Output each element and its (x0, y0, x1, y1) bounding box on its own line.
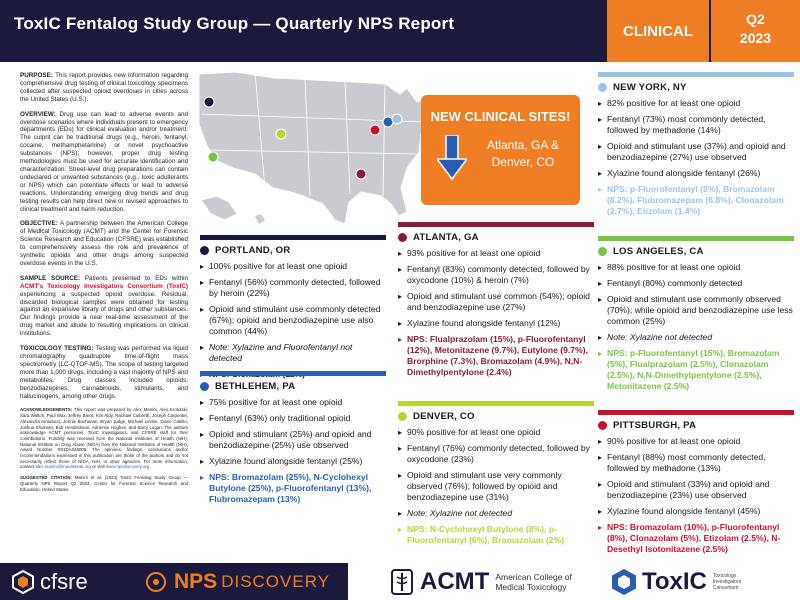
year-label: 2023 (739, 30, 772, 46)
findings-list (398, 427, 594, 546)
panel-denver (398, 401, 594, 551)
overview-paragraph (20, 111, 188, 214)
objective-label: OBJECTIVE: (20, 220, 58, 228)
new-sites-callout (421, 95, 580, 205)
city-heading (598, 241, 794, 262)
panel-atlanta (398, 222, 594, 383)
finding-item: ▸ Xylazine found alongside fentanyl (26%) (598, 168, 794, 179)
citation-text: Manini et al. (2023) ToxIC Fentalog Study Group — Quarterly NPS Report Q2 2023, Center for Forensic Science Research and Education, United States. (20, 475, 188, 492)
testing-text: Testing was performed via liquid chromatography quadrupole time-of-flight mass spectrometry (LC-QTOF-MS). The scope of testing targeted more than 1,000 drugs, including a vast majority of NPS and metabolites. Drug classes included opioids, benzodiazepines, cannabinoids, stimulants, and hallucinogens, among other drugs. (20, 345, 189, 400)
quarter-badge (711, 0, 800, 62)
city-name: PITTSBURGH, PA (613, 420, 697, 431)
toxic-consortium-link[interactable]: ACMT's Toxicology Investigators Consortium (ToxIC) (20, 282, 188, 290)
objective-paragraph (20, 220, 188, 267)
sample-text-1: Patients presented to EDs within (80, 274, 188, 282)
nps-finding: ▸ NPS: Flualprazolam (15%), p-Fluorofentanyl (12%), Metonitazene (9.7%), Eutylone (9.7%), Brorphine (7.3%), Bromazolam (4.9%), N,N-Dimethylpentylone (2.4%) (398, 334, 594, 378)
callout-city-2: Denver, CO (491, 155, 555, 169)
ack-label: ACKNOWLEDGEMENTS: (20, 407, 73, 413)
footer (0, 563, 800, 600)
hawaii-shape (255, 214, 265, 224)
callout-cities (473, 137, 573, 171)
finding-item: ▸ Opioid and stimulant use common (54%); opioid and benzodiazepine use (27%) (398, 291, 594, 313)
finding-item: ▸ Xylazine found alongside fentanyl (25%) (200, 456, 386, 467)
finding-item: ▸ 100% positive for at least one opioid (200, 261, 386, 272)
city-dot-icon (598, 421, 607, 430)
finding-item: ▸ 82% positive for at least one opioid (598, 98, 794, 109)
finding-item: ▸ Opioid and stimulant use commonly observed (70%); while opioid and benzodiazepine use less common (25%) (598, 294, 794, 327)
finding-item: ▸ 90% positive for at least one opioid (598, 436, 794, 447)
city-heading (598, 77, 794, 98)
finding-item: ▸ Fentanyl (88%) most commonly detected, followed by methadone (13%) (598, 452, 794, 474)
panel-new-york (598, 72, 794, 222)
report-title: ToxIC Fentalog Study Group — Quarterly NPS Report (14, 14, 455, 33)
city-dot-icon (598, 83, 607, 92)
panel-los-angeles (598, 236, 794, 397)
caduceus-icon (390, 568, 414, 596)
testing-paragraph (20, 345, 188, 400)
city-dot-icon (200, 246, 209, 255)
city-dot-icon (398, 412, 407, 421)
nps-finding: ▸ NPS: p-Fluorofentanyl (15%), Bromazolam (5%), Flualprazolam (2.5%), Clonazolam (2.5%), N,N-Dimethylpentylone (2.5%), Metonitazene (2.5%) (598, 348, 794, 392)
finding-item: ▸ Fentanyl (63%) only traditional opioid (200, 413, 386, 424)
finding-item: ▸ Fentanyl (83%) commonly detected, followed by oxycodone (10%) & heroin (7%) (398, 264, 594, 286)
acmt-logo[interactable] (390, 563, 590, 600)
finding-item: ▸ Fentanyl (76%) commonly detected, followed by oxycodone (23%) (398, 443, 594, 465)
panel-bethlehem (200, 371, 386, 510)
us-mainland-shape (199, 72, 433, 224)
finding-item: ▸ Fentanyl (80%) commonly detected (598, 278, 794, 289)
pittsburgh-marker[interactable] (370, 125, 380, 135)
nps-text: NPS (174, 569, 218, 593)
los-angeles-marker[interactable] (208, 152, 218, 162)
citation-label: SUGGESTED CITATION: (20, 475, 72, 481)
city-name: NEW YORK, NY (613, 82, 687, 93)
portland-marker[interactable] (204, 97, 214, 107)
city-dot-icon (398, 233, 407, 242)
alaska-shape (201, 196, 237, 220)
city-heading (200, 376, 386, 397)
toxic-hexagon-icon (610, 568, 638, 596)
arrow-down-icon (437, 135, 467, 181)
finding-item: ▸ Opioid and stimulant use (37%) and opioid and benzodiazepine (27%) use observed (598, 141, 794, 163)
findings-list (598, 262, 794, 392)
cfsre-hexagon-icon (12, 570, 34, 594)
denver-marker[interactable] (276, 129, 286, 139)
new-york-marker[interactable] (392, 114, 402, 124)
purpose-label: PURPOSE: (20, 72, 53, 79)
finding-item: ▸ Fentanyl (73%) most commonly detected, followed by methadone (14%) (598, 114, 794, 136)
city-heading (398, 406, 594, 427)
findings-list (398, 248, 594, 378)
note-finding: ▸ Note: Xylazine not detected (398, 508, 594, 519)
nps-finding: ▸ NPS: N-Cyclohexyl Butylone (8%), p-Fluorofentanyl (6%), Bromazolam (2%) (398, 524, 594, 546)
nps-discovery-logo[interactable] (144, 563, 348, 600)
city-name: ATLANTA, GA (413, 232, 479, 243)
city-name: PORTLAND, OR (215, 245, 291, 256)
contact-email-link[interactable]: alex.manini@mountsinai.org (35, 464, 91, 470)
toxic-text: ToxIC (642, 567, 707, 595)
ack-text: This report was prepared by Alex Manini, Alex Krotulski, Sara Walton, Paul Wax, Jeffrey Brent, Kim Aldy, Rachael Culbreth, Joseph Carpenter, Alexandra Amaducci, Jennie Buchanan, Bryan Judge, Michael Levine, Diane Calello, Joshua Shulman, Bob Hendrickson, Adrienne Hughes, and Barry Logan. The authors acknowledge ACMT personnel, ToxIC investigators, and CFSRE staff for their contributions. Funding was received from the National Institutes of Health (NIH), National Institute on Drug Abuse (NIDA) from the National Institutes of Health (NIH), Award Number R01DA048009. The opinions, findings, conclusions and/or recommendations expressed in this publication are those of the authors and do not necessarily reflect those of NIDA, NIH, or other agencies. For more information, contact (20, 407, 188, 470)
sample-paragraph (20, 275, 188, 338)
finding-item: ▸ Xylazine found alongside fentanyl (12%) (398, 318, 594, 329)
city-heading (398, 227, 594, 248)
quarter-label: Q2 (746, 11, 765, 27)
objective-text: A partnership between the American College of Medical Toxicology (ACMT) and the Center for Forensic Science Research and Education (CFSRE) was established to comprehensively assess the role and prevalence of synthetic opioids and other drugs among suspected overdose events in the U.S. (20, 220, 188, 267)
city-dot-icon (598, 247, 607, 256)
finding-item: ▸ Xylazine found alongside fentanyl (45%) (598, 506, 794, 517)
nps-finding: ▸ NPS: Bromazolam (10%), p-Fluorofentanyl (8%), Clonazolam (5%), Etizolam (2.5%), N-Desethyl Isotonitazene (2.5%) (598, 522, 794, 555)
findings-list (200, 397, 386, 505)
finding-item: ▸ 88% positive for at least one opioid (598, 262, 794, 273)
purpose-paragraph (20, 72, 188, 104)
findings-list (598, 436, 794, 555)
nps-finding: ▸ NPS: p-Fluorofentanyl (8%), Bromazolam (8.2%), Flubromazepam (6.8%), Clonazolam (2.7%), Etizolam (1.4%) (598, 184, 794, 217)
finding-item: ▸ 75% positive for at least one opioid (200, 397, 386, 408)
city-name: DENVER, CO (413, 411, 475, 422)
clinical-badge: CLINICAL (607, 0, 709, 62)
city-name: BETHLEHEM, PA (215, 381, 296, 392)
panel-pittsburgh (598, 410, 794, 560)
discovery-text: DISCOVERY (221, 571, 331, 591)
callout-city-1: Atlanta, GA & (486, 138, 560, 152)
finding-item: ▸ Opioid and stimulant (25%) and opioid and benzodiazepine (25%) use observed (200, 429, 386, 451)
finding-item: ▸ Fentanyl (56%) commonly detected, followed by heroin (22%) (200, 277, 386, 299)
header (0, 0, 800, 62)
testing-label: TOXICOLOGY TESTING: (20, 345, 94, 353)
overview-text: Drug use can lead to adverse events and overdose scenarios where individuals present to emergency departments (EDs) for clinical evaluation and/or treatment. The culprit can be traditional drugs (e.g., heroin, fentanyl, cocaine, methamphetamine) or novel psychoactive substances (NPS); however, proper drug testing methodologies must be used for accurate identification and characterization. Street-level drug preparations can contain undeclared or unwanted substances (e.g., toxic adulterants or NPS) which can potentiate effects or lead to adverse reactions. Understanding emerging drug trends and drug testing results can help direct new or revised approaches to clinical treatment and harm reduction. (20, 110, 188, 213)
sample-text-2: experiencing a suspected opioid overdose. Residual, discarded biological samples were obtained for testing against an expansive library of drugs and other substances. Our findings provide a near real-time assessment of the drug market and allude to resulting implications on clinical institutions. (20, 290, 188, 338)
cfsre-text: cfsre (40, 568, 88, 594)
bethlehem-marker[interactable] (383, 117, 393, 127)
nps-molecule-icon (144, 570, 168, 594)
panel-portland (200, 235, 386, 385)
nps-finding: ▸ NPS: Bromazolam (25%), N-Cyclohexyl Butylone (25%), p-Fluorofentanyl (13%), Flubromazepam (13%) (200, 472, 386, 505)
findings-list (598, 98, 794, 217)
ack-end: . (149, 464, 151, 470)
callout-title: NEW CLINICAL SITES! (430, 109, 571, 124)
intro-column (20, 72, 188, 497)
finding-item: ▸ Opioid and stimulant use commonly detected (67%); opioid and benzodiazepine use also common (44%) (200, 304, 386, 337)
acknowledgements-paragraph (20, 407, 188, 470)
cfsre-logo[interactable] (0, 563, 144, 600)
sample-label: SAMPLE SOURCE: (20, 274, 81, 282)
city-heading (598, 415, 794, 436)
website-link[interactable]: www.npsdiscovery.org (105, 464, 150, 470)
acmt-text: ACMT (420, 567, 490, 595)
citation-paragraph (20, 475, 188, 492)
purpose-text: This report provides new information regarding comprehensive drug testing of clinical toxicology specimens collected after suspected opioid overdoses in cities across the United States (U.S.). (20, 72, 188, 103)
finding-item: ▸ Opioid and stimulant use very commonly observed (76%); followed by opioid and benzodiazepine use (31%) (398, 470, 594, 503)
atlanta-marker[interactable] (356, 169, 366, 179)
city-dot-icon (200, 382, 209, 391)
overview-label: OVERVIEW: (20, 110, 56, 118)
finding-item: ▸ Opioid and stimulant (33%) and opioid and benzodiazepine (23%) use observed (598, 479, 794, 501)
toxic-logo[interactable] (610, 563, 800, 600)
finding-item: ▸ 90% positive for at least one opioid (398, 427, 594, 438)
city-name: LOS ANGELES, CA (613, 246, 704, 257)
acmt-full-name: American College of Medical Toxicology (495, 571, 572, 592)
city-heading (200, 240, 386, 261)
finding-item: ▸ 93% positive for at least one opioid (398, 248, 594, 259)
toxic-sub-text: Toxicology Investigators Consortium (712, 572, 742, 591)
ack-or: or visit (90, 464, 106, 470)
note-finding: ▸ Note: Xylazine and Fluorofentanyl not detected (200, 342, 386, 364)
note-finding: ▸ Note: Xylazine not detected (598, 332, 794, 343)
findings-list (200, 261, 386, 380)
